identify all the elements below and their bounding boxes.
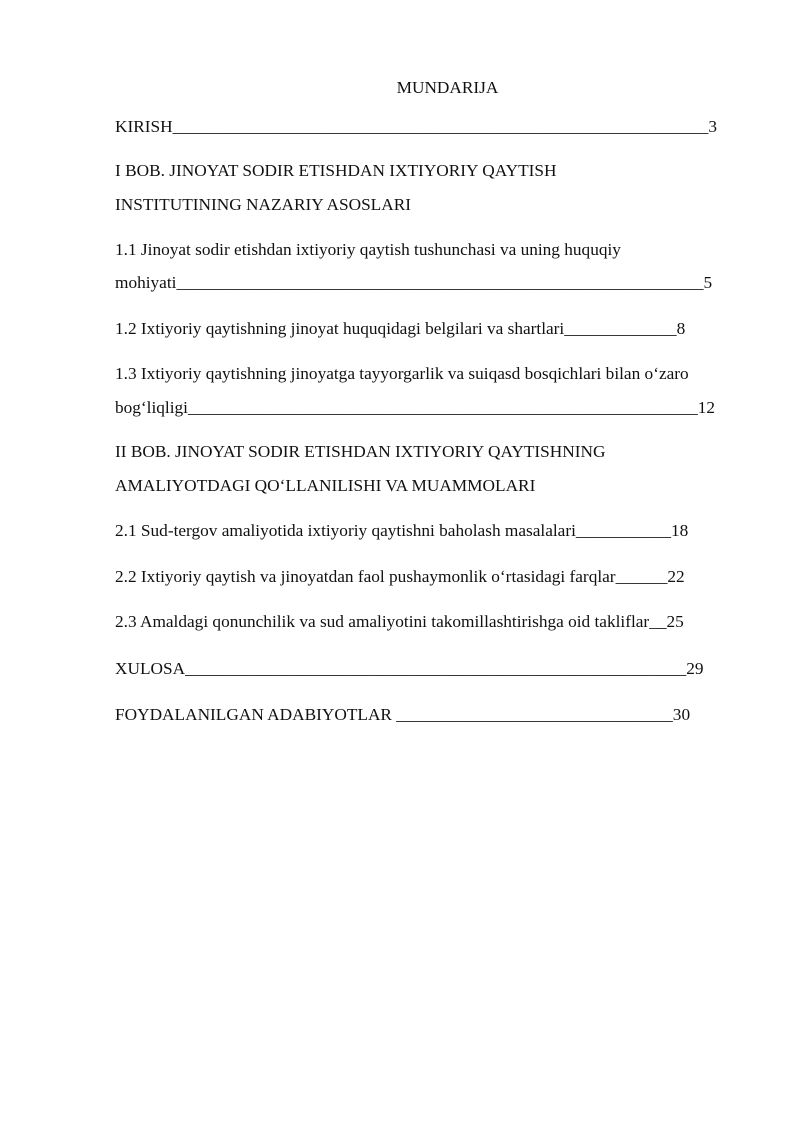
toc-entry-label: mohiyati xyxy=(115,273,177,292)
toc-entry-2-3 xyxy=(115,612,684,632)
toc-leader: __________________________________________________________ xyxy=(185,659,687,678)
toc-entry-1-1-line-1: 1.1 Jinoyat sodir etishdan ixtiyoriy qaytish tushunchasi va uning huquqiy xyxy=(115,240,621,259)
toc-chapter-2-line-2: AMALIYOTDAGI QO‘LLANILISHI VA MUAMMOLARI xyxy=(115,476,536,495)
toc-entry-2-1 xyxy=(115,521,688,541)
toc-leader: _____________________________________________________________ xyxy=(176,273,704,292)
toc-leader: ______ xyxy=(615,567,668,586)
toc-entry-xulosa xyxy=(115,659,704,679)
toc-page-number: 25 xyxy=(666,612,684,631)
toc-entry-label: 2.2 Ixtiyoriy qaytish va jinoyatdan faol pushaymonlik o‘rtasidagi farqlar xyxy=(115,567,616,586)
toc-page-number: 29 xyxy=(686,659,704,678)
toc-entry-kirish xyxy=(115,117,717,137)
toc-leader: __ xyxy=(649,612,667,631)
toc-chapter-2-line-1: II BOB. JINOYAT SODIR ETISHDAN IXTIYORIY QAYTISHNING xyxy=(115,442,606,461)
toc-entry-label: KIRISH xyxy=(115,117,173,136)
toc-entry-1-3-line-2 xyxy=(115,398,715,418)
toc-entry-label: FOYDALANILGAN ADABIYOTLAR xyxy=(115,705,397,724)
toc-entry-1-1-line-2 xyxy=(115,273,712,293)
toc-page-number: 18 xyxy=(670,521,689,540)
toc-leader: ___________ xyxy=(575,521,671,540)
toc-leader: ___________________________________________________________ xyxy=(187,398,698,417)
toc-leader: ________________________________ xyxy=(396,705,673,724)
toc-entry-1-2 xyxy=(115,319,685,339)
toc-entry-label: 2.3 Amaldagi qonunchilik va sud amaliyotini takomillashtirishga oid takliflar xyxy=(115,612,650,631)
toc-page-number: 8 xyxy=(676,319,686,338)
toc-page-number: 30 xyxy=(672,705,691,724)
toc-leader: _____________ xyxy=(564,319,677,338)
toc-entry-label: 2.1 Sud-tergov amaliyotida ixtiyoriy qaytishni baholash masalalari xyxy=(115,521,576,540)
toc-entry-label: bog‘liqligi xyxy=(115,398,188,417)
toc-page-number: 5 xyxy=(703,273,713,292)
toc-entry-label: 1.2 Ixtiyoriy qaytishning jinoyat huquqidagi belgilari va shartlari xyxy=(115,319,565,338)
toc-entry-2-2 xyxy=(115,567,685,587)
toc-chapter-1-line-2: INSTITUTINING NAZARIY ASOSLARI xyxy=(115,195,411,214)
toc-title: MUNDARIJA xyxy=(396,78,499,97)
toc-entry-label: XULOSA xyxy=(115,659,186,678)
toc-page-number: 22 xyxy=(667,567,685,586)
toc-chapter-1-line-1: I BOB. JINOYAT SODIR ETISHDAN IXTIYORIY QAYTISH xyxy=(115,161,557,180)
toc-entry-adabiyotlar xyxy=(115,705,690,725)
toc-entry-1-3-line-1: 1.3 Ixtiyoriy qaytishning jinoyatga tayyorgarlik va suiqasd bosqichlari bilan o‘zaro xyxy=(115,364,689,383)
toc-page-number: 3 xyxy=(708,117,717,136)
toc-leader: ______________________________________________________________ xyxy=(172,117,709,136)
toc-page-number: 12 xyxy=(697,398,716,417)
